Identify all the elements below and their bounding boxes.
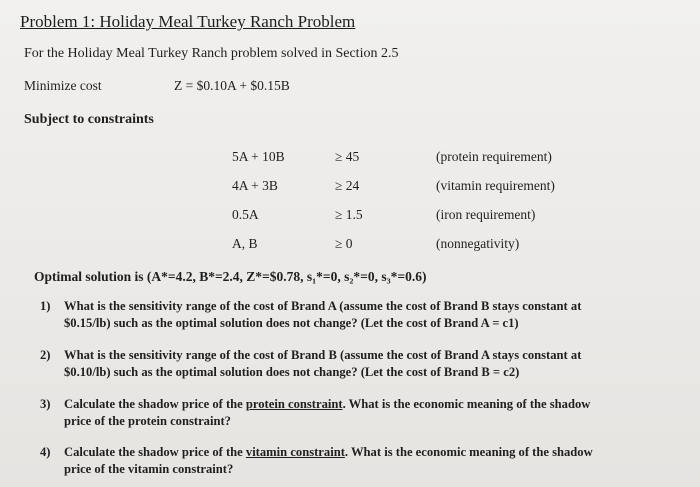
question-number: 4) — [40, 445, 51, 459]
question-text: $0.10/lb) such as the optimal solution does not change? (Let the cost of Brand B = c2) — [64, 365, 520, 379]
intro-text: For the Holiday Meal Turkey Ranch problem solved in Section 2.5 — [24, 46, 399, 61]
protein-constraint-link[interactable]: protein constraint — [245, 397, 343, 411]
question-number: 1) — [40, 299, 51, 313]
constraint-lhs: 4A + 3B — [232, 178, 278, 193]
question-text: price of the protein constraint? — [64, 414, 231, 428]
question-number: 2) — [40, 348, 51, 362]
question-text-pre: Calculate the shadow price of the — [64, 397, 246, 411]
question-text-post: . What is the economic meaning of the shadow — [342, 397, 591, 411]
constraint-note: (iron requirement) — [436, 207, 536, 222]
question-text: price of the vitamin constraint? — [64, 462, 234, 476]
question-text-pre: Calculate the shadow price of the — [64, 445, 246, 459]
question-text: What is the sensitivity range of the cost of Brand A (assume the cost of Brand B stays constant at — [64, 299, 582, 313]
constraint-note: (nonnegativity) — [436, 236, 520, 251]
constraint-lhs: 5A + 10B — [232, 149, 285, 164]
problem-title: Problem 1: Holiday Meal Turkey Ranch Problem — [20, 12, 356, 31]
constraint-note: (vitamin requirement) — [436, 178, 555, 193]
objective-label: Minimize cost — [24, 78, 102, 93]
constraint-lhs: 0.5A — [232, 207, 259, 222]
optimal-solution: Optimal solution is (A*=4.2, B*=2.4, Z*=$0.78, s₁*=0, s₂*=0, s₃*=0.6) — [34, 269, 427, 284]
constraint-rhs: ≥ 1.5 — [335, 207, 363, 222]
constraint-rhs: ≥ 0 — [335, 236, 353, 251]
constraint-lhs: A, B — [232, 236, 258, 251]
question-number: 3) — [40, 397, 51, 411]
constraint-note: (protein requirement) — [436, 149, 552, 164]
vitamin-constraint-link[interactable]: vitamin constraint — [245, 445, 345, 459]
question-text — [64, 444, 593, 461]
constraints-heading: Subject to constraints — [24, 112, 154, 127]
constraint-rhs: ≥ 45 — [335, 149, 360, 164]
question-text: What is the sensitivity range of the cost of Brand B (assume the cost of Brand A stays constant at — [64, 348, 582, 362]
constraint-rhs: ≥ 24 — [335, 178, 360, 193]
question-text-post: . What is the economic meaning of the shadow — [344, 445, 593, 459]
objective-expression: Z = $0.10A + $0.15B — [174, 78, 290, 93]
question-text — [64, 396, 590, 413]
question-text: $0.15/lb) such as the optimal solution does not change? (Let the cost of Brand A = c1) — [64, 316, 519, 330]
